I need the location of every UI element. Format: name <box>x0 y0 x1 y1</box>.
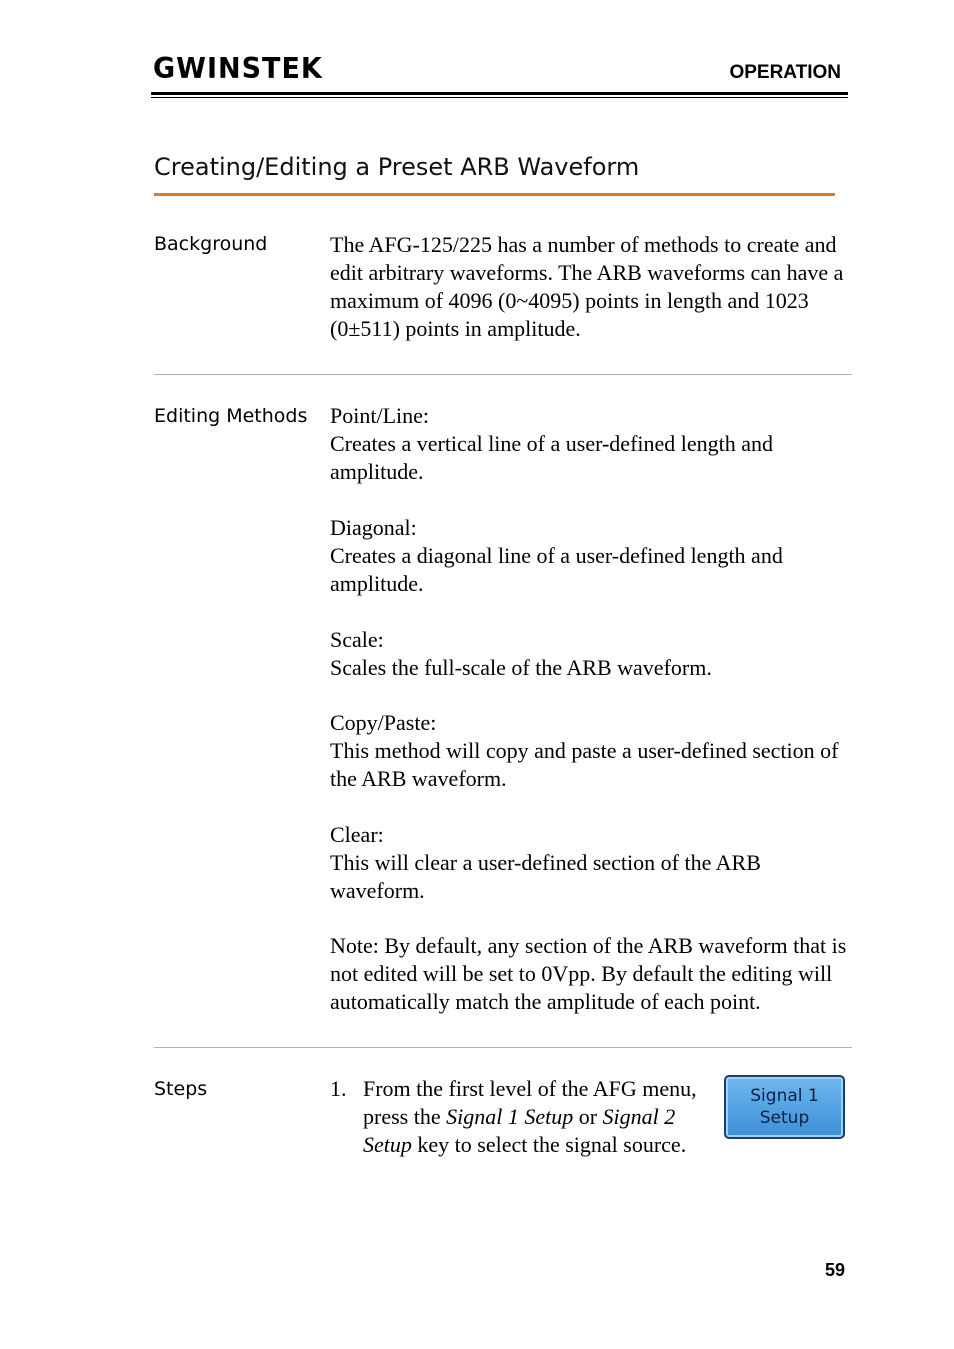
row-divider <box>154 1047 852 1048</box>
method-title: Diagonal: <box>330 515 417 540</box>
method-copy-paste <box>330 709 852 793</box>
key-name-signal1: Signal 1 Setup <box>446 1104 574 1129</box>
method-desc: This method will copy and paste a user-defined section of the ARB waveform. <box>330 738 839 791</box>
method-desc: This will clear a user-defined section of the ARB waveform. <box>330 850 761 903</box>
step-text-part: key to select the signal source. <box>411 1132 687 1157</box>
header-rule-thin <box>151 97 848 98</box>
method-title: Point/Line: <box>330 403 429 428</box>
step-number: 1. <box>330 1076 347 1101</box>
step-text <box>363 1075 703 1159</box>
section-label: OPERATION <box>729 62 841 83</box>
signal-1-setup-key <box>724 1075 845 1139</box>
method-title: Scale: <box>330 627 384 652</box>
method-desc: Creates a diagonal line of a user-defined length and amplitude. <box>330 543 783 596</box>
key-label-line2: Setup <box>759 1108 810 1128</box>
key-label-line1: Signal 1 <box>750 1086 819 1106</box>
header-rule <box>151 92 848 95</box>
background-label: Background <box>154 233 268 255</box>
step-text-part: From the first level of the AFG menu, press the <box>363 1076 697 1129</box>
background-text: The AFG-125/225 has a number of methods to create and edit arbitrary waveforms. The ARB waveforms can have a maximum of 4096 (0~4095) points in length and 1023 (0±511) points in amplitude. <box>330 232 844 341</box>
steps-label: Steps <box>154 1078 208 1100</box>
method-title: Copy/Paste: <box>330 710 437 735</box>
page-number: 59 <box>824 1260 845 1280</box>
method-diagonal <box>330 514 852 598</box>
default-note: Note: By default, any section of the ARB waveform that is not edited will be set to 0Vpp. By default the editing will automatically match the amplitude of each point. <box>330 933 847 1014</box>
editing-methods-label: Editing Methods <box>154 405 308 427</box>
page-title: Creating/Editing a Preset ARB Waveform <box>154 153 640 181</box>
heading-rule <box>154 193 835 196</box>
method-clear <box>330 821 852 905</box>
method-point-line <box>330 402 852 486</box>
method-scale <box>330 626 852 682</box>
method-title: Clear: <box>330 822 384 847</box>
step-text-part: or <box>573 1104 603 1129</box>
row-divider <box>154 374 852 375</box>
method-desc: Scales the full-scale of the ARB waveform. <box>330 655 712 680</box>
method-desc: Creates a vertical line of a user-defined length and amplitude. <box>330 431 774 484</box>
key-name-signal2: Signal 2 Setup <box>363 1104 676 1157</box>
gwinstek-logo: GWINSTEK <box>153 52 323 86</box>
